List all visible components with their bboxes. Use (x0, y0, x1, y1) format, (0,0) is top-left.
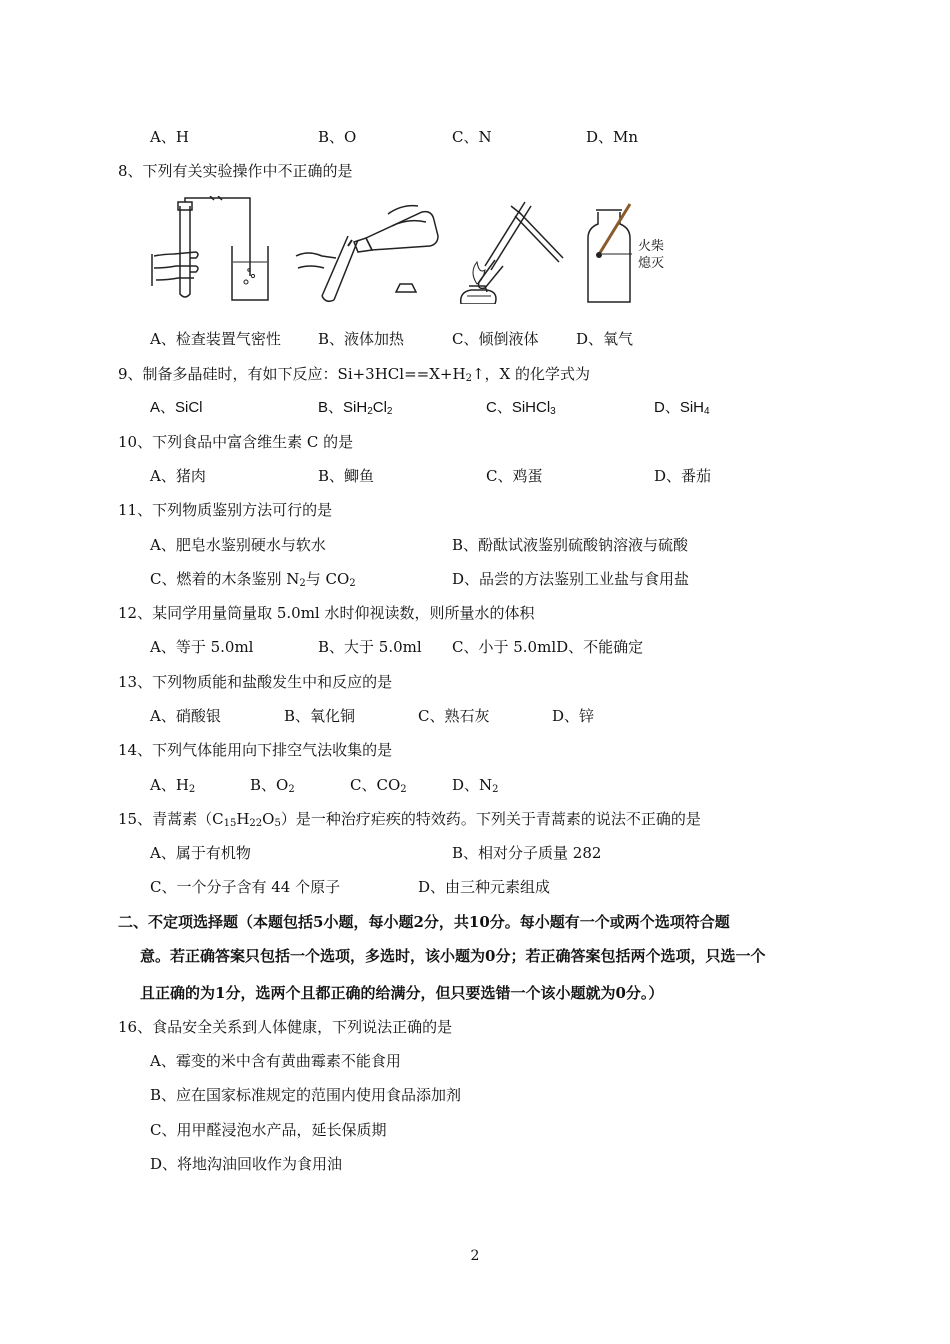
page-number: 2 (470, 1248, 480, 1264)
q11-option-c: C、燃着的木条鉴别 $N_2$与 $CO_2$ (150, 570, 356, 589)
airtightness-apparatus-figure (150, 196, 280, 304)
section2-instructions-line3: 且正确的为1分，选两个且都正确的给满分，但只要选错一个该小题就为0分。） (140, 984, 664, 1002)
q7-option-c: C、N (452, 128, 492, 146)
q8-stem: 8、下列有关实验操作中不正确的是 (118, 162, 353, 180)
q12-option-b: B、大于 5.0ml (318, 638, 422, 656)
q13-option-b: B、氧化铜 (284, 707, 356, 725)
q16-option-b: B、应在国家标准规定的范围内使用食品添加剂 (150, 1086, 462, 1104)
figure-label-match: 火柴 (638, 238, 665, 253)
q12-option-c: C、小于 5.0mlD、不能确定 (452, 638, 644, 656)
q12-stem: 12、某同学用量筒量取 5.0ml 水时仰视读数，则所量水的体积 (118, 604, 535, 622)
q8-option-c: C、倾倒液体 (452, 330, 539, 348)
q10-option-b: B、鲫鱼 (318, 467, 375, 485)
q16-option-c: C、用甲醛浸泡水产品，延长保质期 (150, 1121, 387, 1139)
match-head-icon (596, 252, 602, 258)
q14-stem: 14、下列气体能用向下排空气法收集的是 (118, 741, 393, 759)
q15-option-c: C、一个分子含有 44 个原子 (150, 878, 341, 896)
q11-stem: 11、下列物质鉴别方法可行的是 (118, 501, 333, 519)
heating-liquid-figure (455, 196, 567, 304)
q7-option-a: A、H (150, 128, 189, 146)
q10-option-d: D、番茄 (654, 467, 712, 485)
q8-option-b: B、液体加热 (318, 330, 405, 348)
q13-option-a: A、硝酸银 (150, 707, 221, 725)
q9-option-b: B、$SiH_2Cl_2$ (318, 399, 393, 417)
q12-option-a: A、等于 5.0ml (150, 638, 254, 656)
q9-option-c: C、SiHCl$_3$ (486, 399, 556, 417)
q16-option-d: D、将地沟油回收作为食用油 (150, 1155, 343, 1173)
q13-option-d: D、锌 (552, 707, 595, 725)
q15-option-d: D、由三种元素组成 (418, 878, 551, 896)
q8-option-d: D、氧气 (576, 330, 634, 348)
q11-option-a: A、肥皂水鉴别硬水与软水 (150, 536, 326, 554)
q9-option-d: D、SiH$_4$ (654, 399, 710, 417)
q7-option-d: D、Mn (586, 128, 639, 146)
q11-option-d: D、品尝的方法鉴别工业盐与食用盐 (452, 570, 690, 588)
q15-option-b: B、相对分子质量 282 (452, 844, 602, 862)
section2-instructions-line2: 意。若正确答案只包括一个选项，多选时，该小题为0分；若正确答案包括两个选项，只选一个 (140, 947, 766, 965)
q13-stem: 13、下列物质能和盐酸发生中和反应的是 (118, 673, 393, 691)
pouring-liquid-figure (292, 196, 440, 304)
q14-option-a: A、$H_2$ (150, 776, 196, 795)
q13-option-c: C、熟石灰 (418, 707, 490, 725)
q8-option-a: A、检查装置气密性 (150, 330, 281, 348)
q10-option-a: A、猪肉 (150, 467, 206, 485)
q16-stem: 16、食品安全关系到人体健康，下列说法正确的是 (118, 1018, 453, 1036)
q11-option-b: B、酚酞试液鉴别硫酸钠溶液与硫酸 (452, 536, 689, 554)
q14-option-b: B、$O_2$ (250, 776, 295, 795)
q10-stem: 10、下列食品中富含维生素 C 的是 (118, 433, 354, 451)
q10-option-c: C、鸡蛋 (486, 467, 543, 485)
q7-option-b: B、O (318, 128, 357, 146)
figure-label-extinguish: 熄灭 (638, 255, 665, 270)
q9-stem: 9、制备多晶硅时，有如下反应：$Si+3HCl==X+H_2↑$，X 的化学式为 (118, 365, 590, 384)
q14-option-c: C、$CO_2$ (350, 776, 407, 795)
q16-option-a: A、霉变的米中含有黄曲霉素不能食用 (150, 1052, 401, 1070)
q9-option-a: A、SiCl (150, 399, 203, 416)
q15-option-a: A、属于有机物 (150, 844, 251, 862)
q15-stem: 15、青蒿素$(C_{15}H_{22}O_5)$是一种治疗疟疾的特效药。下列关于青蒿素的说法不正确的是 (118, 810, 701, 829)
q14-option-d: D、$N_2$ (452, 776, 499, 795)
section2-instructions-line1: 二、不定项选择题（本题包括5小题，每小题2分，共10分。每小题有一个或两个选项符合题 (118, 913, 730, 931)
